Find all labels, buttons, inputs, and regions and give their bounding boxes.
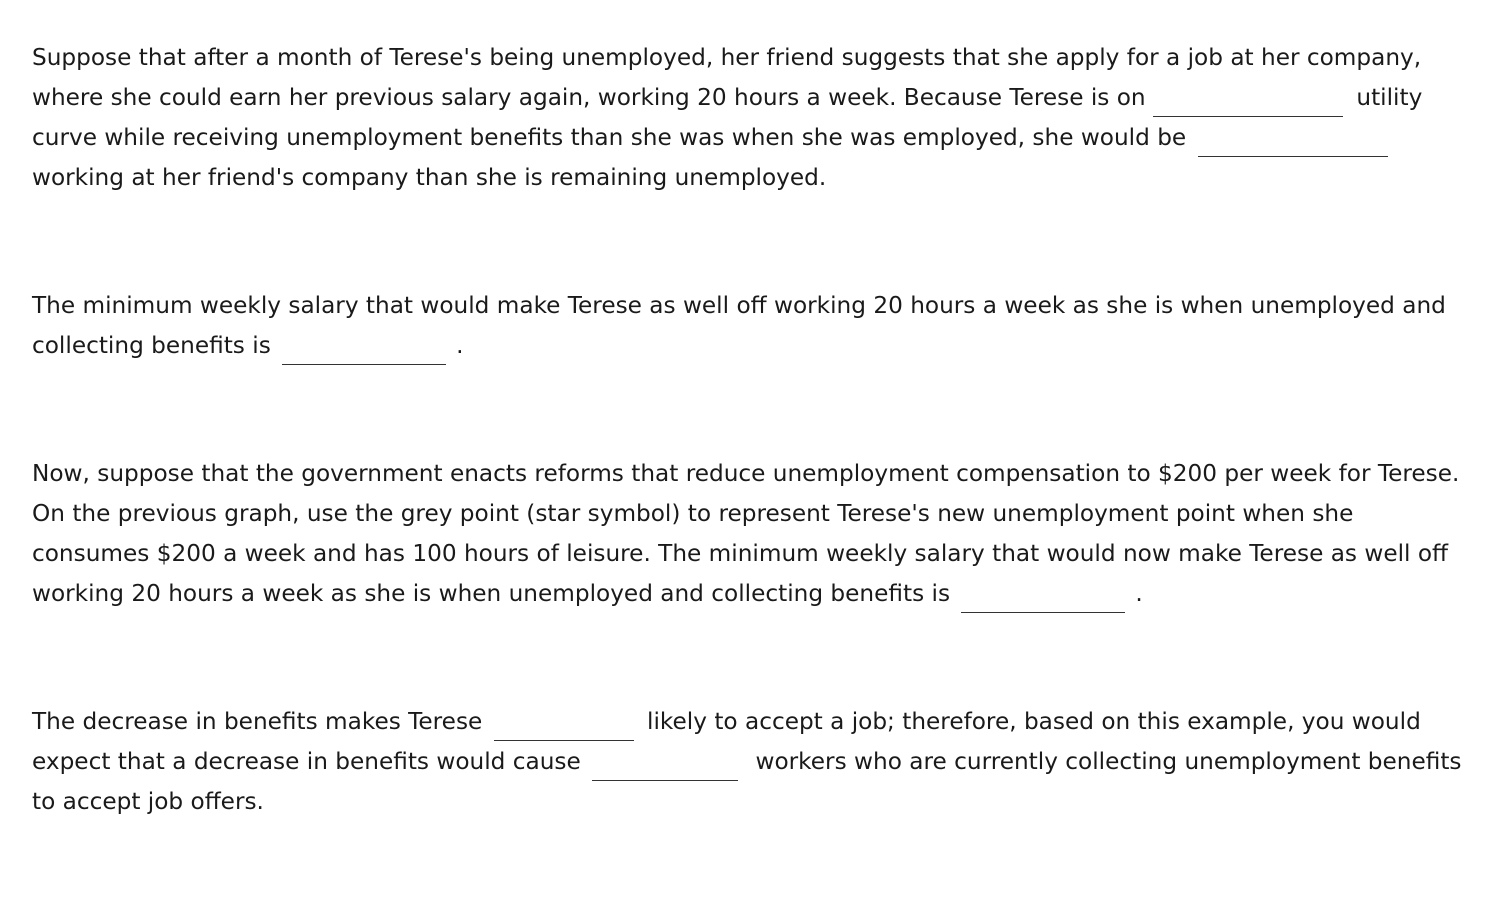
paragraph-decrease-text-1: The decrease in benefits makes Terese bbox=[32, 708, 483, 735]
paragraph-minimum-salary-text-1: The minimum weekly salary that would make Terese as well off working 20 hours a week as she is when unemployed and collecting benefits is bbox=[32, 292, 1446, 359]
paragraph-decrease-text-2: likely to accept a job; therefore, based on this example, you would expect that a decrease in benefits would cause bbox=[32, 708, 1421, 775]
paragraph-utility-text-2: utility curve while receiving unemployment benefits than she was when she was employed, she would be bbox=[32, 84, 1423, 151]
better-off-blank[interactable] bbox=[1198, 128, 1388, 157]
paragraph-utility-text-3: working at her friend's company than she is remaining unemployed. bbox=[32, 164, 827, 191]
paragraph-reform-text-1: Now, suppose that the government enacts reforms that reduce unemployment compensation to $200 per week for Terese. On the previous graph, use the grey point (star symbol) to represent Terese's new unemployment point when she consumes $200 a week and has 100 hours of leisure. The minimum weekly salary that would now make Terese as well off working 20 hours a week as she is when unemployed and collecting benefits is bbox=[32, 460, 1460, 607]
likelihood-blank[interactable] bbox=[494, 712, 634, 741]
paragraph-spacer bbox=[32, 198, 1472, 286]
paragraph-minimum-salary bbox=[32, 286, 1472, 366]
paragraph-decrease bbox=[32, 702, 1472, 822]
paragraph-spacer bbox=[32, 614, 1472, 702]
minimum-salary-blank[interactable] bbox=[282, 336, 446, 365]
paragraph-reform-period: . bbox=[1135, 580, 1143, 607]
paragraph-minimum-salary-period: . bbox=[456, 332, 464, 359]
paragraph-spacer bbox=[32, 366, 1472, 454]
question-content bbox=[32, 38, 1472, 822]
paragraph-decrease-text-3: workers who are currently collecting unemployment benefits to accept job offers. bbox=[32, 748, 1462, 815]
new-minimum-salary-blank[interactable] bbox=[961, 584, 1125, 613]
paragraph-utility bbox=[32, 38, 1472, 198]
worker-effect-blank[interactable] bbox=[592, 752, 738, 781]
paragraph-reform bbox=[32, 454, 1472, 614]
paragraph-utility-text-1: Suppose that after a month of Terese's being unemployed, her friend suggests that she apply for a job at her company, where she could earn her previous salary again, working 20 hours a week. Because Terese is on bbox=[32, 44, 1422, 111]
utility-curve-blank[interactable] bbox=[1153, 88, 1343, 117]
